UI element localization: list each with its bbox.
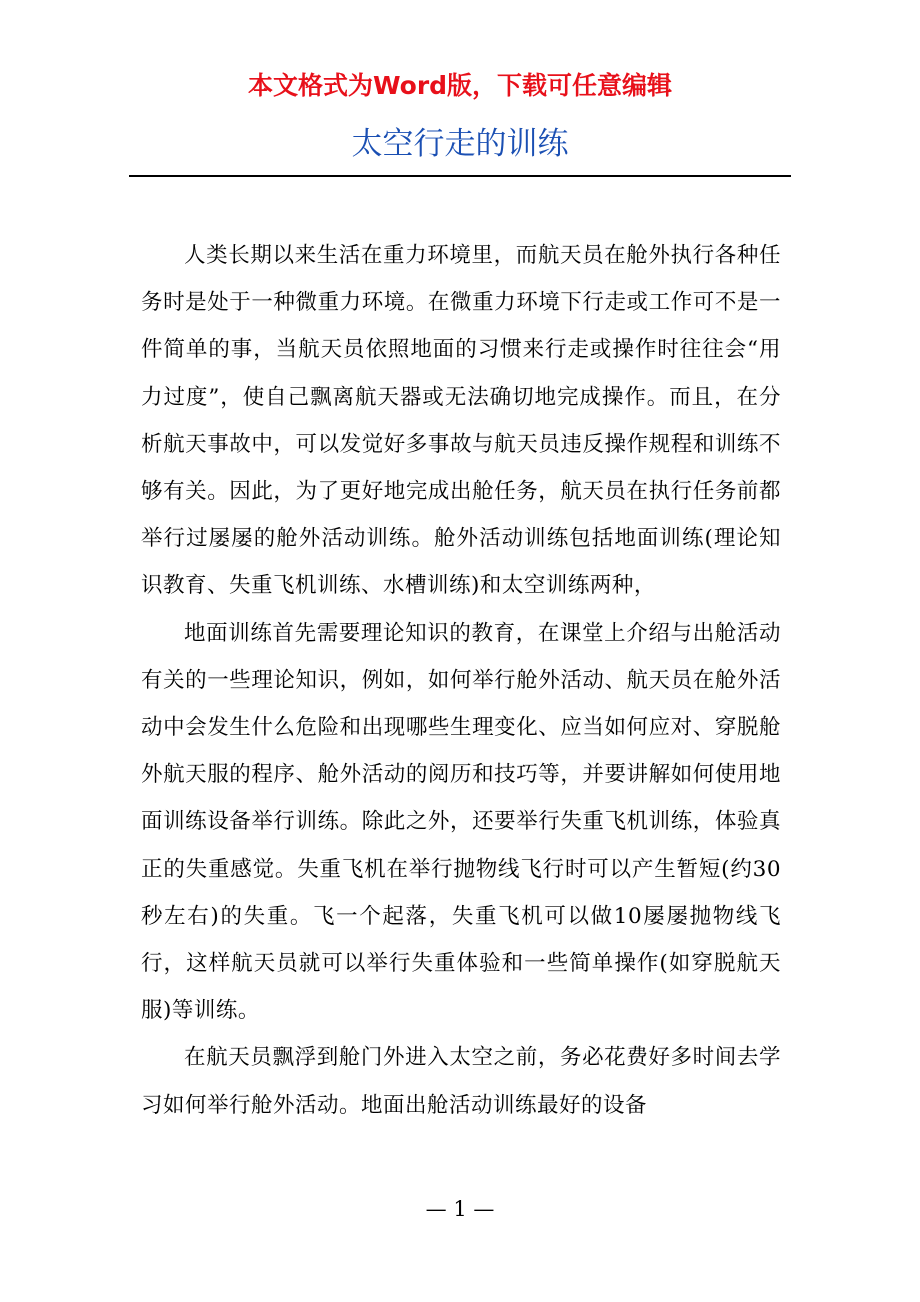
paragraph-3: 在航天员飘浮到舱门外进入太空之前，务必花费好多时间去学习如何举行舱外活动。地面出舱活动训练最好的设备 <box>141 1045 781 1118</box>
document-title: 太空行走的训练 <box>351 126 569 162</box>
paragraph-1: 人类长期以来生活在重力环境里，而航天员在舱外执行各种任务时是处于一种微重力环境。在微重力环境下行走或工作可不是一件简单的事，当航天员依照地面的习惯来行走或操作时往往会“用力过度”，使自己飘离航天器或无法确切地完成操作。而且，在分析航天事故中，可以发觉好多事故与航天员违反操作规程和训练不够有关。因此，为了更好地完成出舱任务，航天员在执行任务前都举行过屡屡的舱外活动训练。舱外活动训练包括地面训练(理论知识教育、失重飞机训练、水槽训练)和太空训练两种， <box>141 243 781 599</box>
document-body <box>141 232 781 1129</box>
page-number: — 1 — <box>425 1197 495 1221</box>
paragraph-2: 地面训练首先需要理论知识的教育，在课堂上介绍与出舱活动有关的一些理论知识，例如，如何举行舱外活动、航天员在舱外活动中会发生什么危险和出现哪些生理变化、应当如何应对、穿脱舱外航天服的程序、舱外活动的阅历和技巧等，并要讲解如何使用地面训练设备举行训练。除此之外，还要举行失重飞机训练，体验真正的失重感觉。失重飞机在举行抛物线飞行时可以产生暂短(约30秒左右)的失重。飞一个起落，失重飞机可以做10屡屡抛物线飞行，这样航天员就可以举行失重体验和一些简单操作(如穿脱航天服)等训练。 <box>141 620 781 1024</box>
title-divider <box>129 175 791 177</box>
format-notice: 本文格式为Word版，下载可任意编辑 <box>247 71 673 100</box>
